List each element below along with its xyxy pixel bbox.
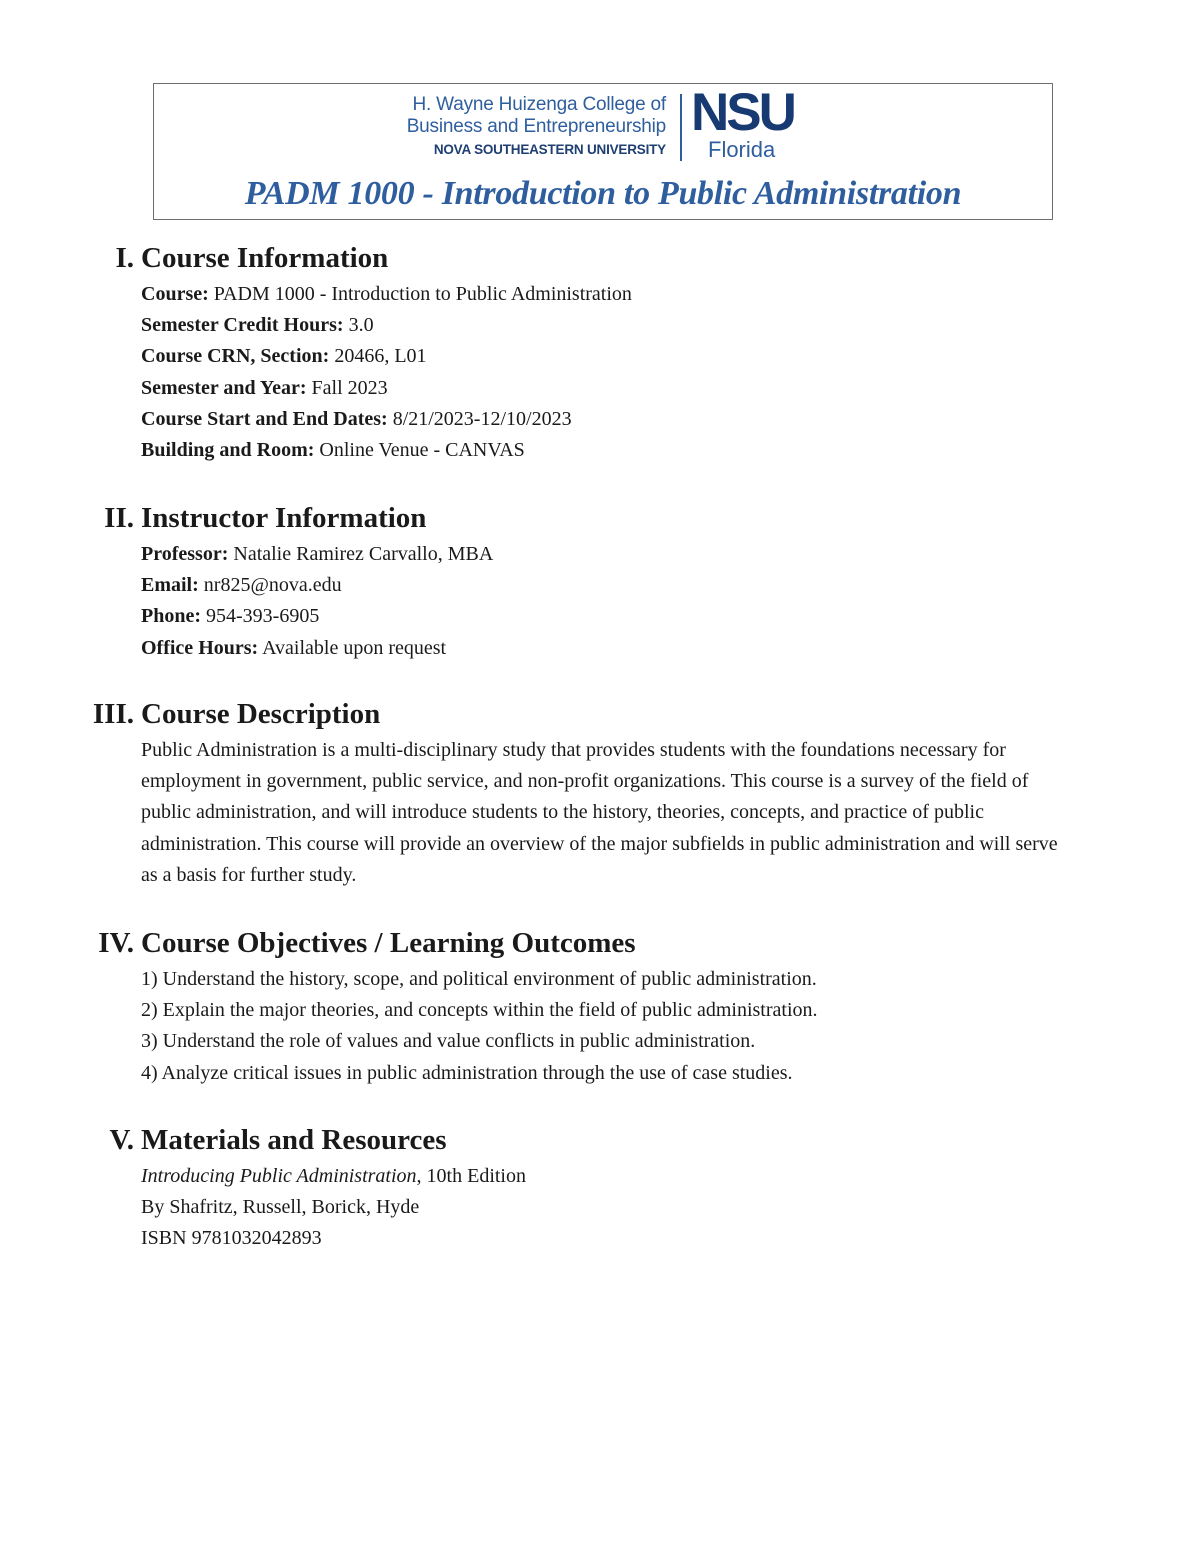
section-title: Materials and Resources — [141, 1124, 447, 1156]
textbook-line — [141, 1161, 1071, 1192]
field-value: 20466, L01 — [334, 345, 427, 368]
section-course-description — [0, 697, 1200, 891]
textbook-isbn: ISBN 9781032042893 — [141, 1227, 322, 1250]
field-value: 954-393-6905 — [206, 605, 320, 628]
field-value: 3.0 — [348, 314, 374, 337]
header-banner — [153, 83, 1053, 220]
phone-row — [141, 601, 1071, 632]
section-course-objectives — [0, 926, 1200, 1089]
section-materials-resources — [0, 1123, 1200, 1255]
professor-row — [141, 539, 1071, 570]
field-value: Online Venue - CANVAS — [319, 439, 525, 462]
office-hours-row — [141, 633, 1071, 664]
section-course-information — [0, 241, 1200, 466]
description-paragraph: Public Administration is a multi-disciplinary study that provides students with the foundations necessary for employment in government, public service, and non-profit organizations. This course is a survey of the field of public administration, and will introduce students to the history, theories, concepts, and practice of public administration. This course will provide an overview of the major subfields in public administration and will serve as a basis for further study. — [141, 739, 1058, 886]
section-number: I. — [115, 242, 134, 274]
field-label: Course: — [141, 283, 209, 305]
field-label: Semester Credit Hours: — [141, 314, 344, 337]
email-row — [141, 570, 1071, 601]
field-value: Fall 2023 — [311, 376, 388, 399]
nsu-logo-florida: Florida — [708, 137, 776, 162]
field-value: 8/21/2023-12/10/2023 — [392, 407, 572, 430]
university-name: NOVA SOUTHEASTERN UNIVERSITY — [433, 142, 666, 157]
field-value: PADM 1000 - Introduction to Public Administration — [213, 283, 632, 305]
college-logo-text — [389, 94, 666, 160]
section-number: V. — [109, 1124, 134, 1156]
objective-item: 4) Analyze critical issues in public administration through the use of case studies. — [141, 1061, 793, 1084]
objective-item: 1) Understand the history, scope, and political environment of public administration. — [141, 968, 817, 990]
section-number: II. — [104, 502, 134, 534]
course-title: PADM 1000 - Introduction to Public Administration — [244, 175, 962, 212]
building-room-row — [141, 435, 1071, 466]
college-name-line1: H. Wayne Huizenga College of — [412, 94, 666, 115]
section-title: Course Description — [141, 698, 381, 730]
textbook-authors: By Shafritz, Russell, Borick, Hyde — [141, 1196, 420, 1219]
section-number: IV. — [98, 927, 134, 959]
email-value: nr825@nova.edu — [203, 574, 342, 597]
semester-year-row — [141, 373, 1071, 404]
crn-section-row — [141, 341, 1071, 372]
nsu-logo-mark: NSU — [691, 83, 794, 142]
field-label: Building and Room: — [141, 439, 315, 462]
section-title: Instructor Information — [141, 502, 427, 534]
section-number: III. — [92, 698, 134, 730]
field-label: Office Hours: — [141, 636, 259, 659]
section-instructor-information — [0, 501, 1200, 664]
objective-item: 2) Explain the major theories, and concepts within the field of public administration. — [141, 999, 818, 1022]
logo-divider — [680, 94, 682, 161]
course-row — [141, 279, 1071, 310]
college-name-line2: Business and Entrepreneurship — [406, 116, 666, 137]
field-label: Phone: — [141, 605, 201, 628]
objective-item: 3) Understand the role of values and value conflicts in public administration. — [141, 1030, 756, 1053]
textbook-edition: , 10th Edition — [416, 1165, 526, 1187]
field-label: Professor: — [141, 543, 229, 565]
textbook-title: Introducing Public Administration — [141, 1165, 417, 1187]
field-value: Natalie Ramirez Carvallo, MBA — [233, 543, 494, 565]
field-label: Course CRN, Section: — [141, 345, 330, 368]
credit-hours-row — [141, 310, 1071, 341]
section-title: Course Objectives / Learning Outcomes — [141, 927, 636, 959]
section-title: Course Information — [141, 242, 389, 274]
field-value: Available upon request — [262, 636, 447, 659]
field-label: Course Start and End Dates: — [141, 407, 388, 430]
field-label: Semester and Year: — [141, 376, 307, 399]
start-end-dates-row — [141, 404, 1071, 435]
field-label: Email: — [141, 574, 199, 597]
